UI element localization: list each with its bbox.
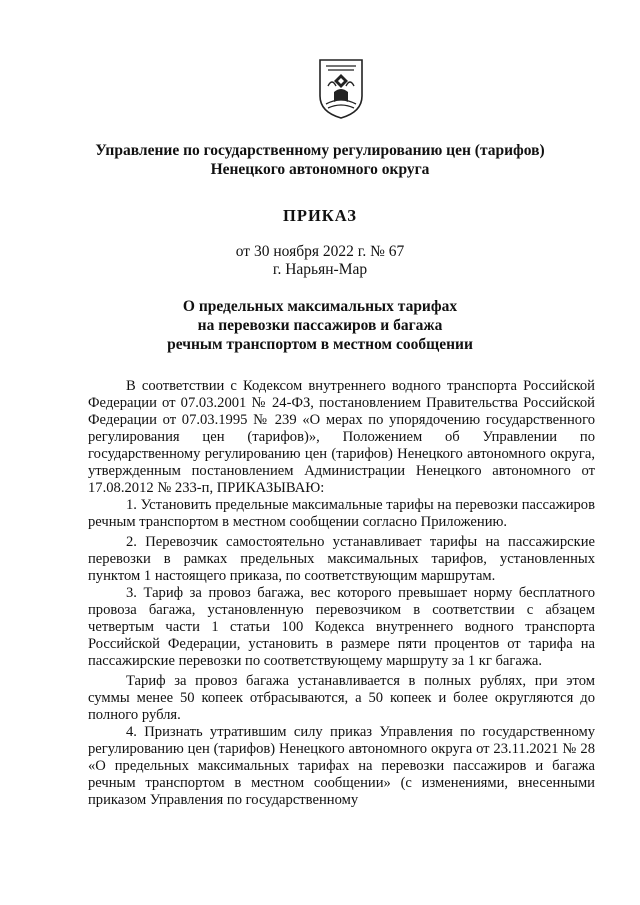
order-subject xyxy=(60,297,580,354)
coat-of-arms-emblem xyxy=(316,58,366,120)
date-number-line: от 30 ноября 2022 г. № 67 xyxy=(235,243,405,260)
document-body xyxy=(88,378,595,809)
organization-name xyxy=(60,141,580,179)
paragraph-item-1: 1. Установить предельные максимальные тарифы на перевозки пассажиров речным транспортом в местном сообщении согласно Приложению. xyxy=(88,497,595,530)
org-line-2: Ненецкого автономного округа xyxy=(210,161,430,178)
subject-line-1: О предельных максимальных тарифах xyxy=(182,298,458,315)
paragraph-preamble: В соответствии с Кодексом внутреннего водного транспорта Российской Федерации от 07.03.2001 № 24-ФЗ, постановлением Правительства Российской Федерации от 07.03.1995 № 239 «О мерах по упорядочению государственного регулирования цен (тарифов)», Положением об Управлении по государственному регулированию цен (тарифов) Ненецкого автономного округа, утвержденным постановлением Администрации Ненецкого автономного от 17.08.2012 № 233-п, ПРИКАЗЫВАЮ: xyxy=(88,378,595,496)
date-and-place xyxy=(60,243,580,279)
paragraph-baggage-rounding: Тариф за провоз багажа устанавливается в полных рублях, при этом суммы менее 50 копеек отбрасываются, а 50 копеек и более округляются до полного рубля. xyxy=(88,673,595,723)
subject-line-2: на перевозки пассажиров и багажа xyxy=(197,317,443,334)
org-line-1: Управление по государственному регулированию цен (тарифов) xyxy=(95,142,545,159)
paragraph-item-2: 2. Перевозчик самостоятельно устанавливает тарифы на пассажирские перевозки в рамках предельных максимальных тарифов, установленных пунктом 1 настоящего приказа, по соответствующим маршрутам. xyxy=(88,534,595,584)
paragraph-item-3: 3. Тариф за провоз багажа, вес которого превышает норму бесплатного провоза багажа, установленную перевозчиком в соответствии с абзацем четвертым части 1 статьи 100 Кодекса внутреннего водного транспорта Российской Федерации, установить в размере пяти процентов от тарифа на пассажирские перевозки по соответствующему маршруту за 1 кг багажа. xyxy=(88,585,595,669)
document-title: ПРИКАЗ xyxy=(283,206,357,225)
place-line: г. Нарьян-Мар xyxy=(272,261,368,278)
subject-line-3: речным транспортом в местном сообщении xyxy=(167,336,473,353)
paragraph-item-4: 4. Признать утратившим силу приказ Управления по государственному регулированию цен (тарифов) Ненецкого автономного округа от 23.11.2021 № 28 «О предельных максимальных тарифах на перевозки пассажиров и багажа речным транспортом в местном сообщении» (с изменениями, внесенными приказом Управления по государственному xyxy=(88,724,595,808)
